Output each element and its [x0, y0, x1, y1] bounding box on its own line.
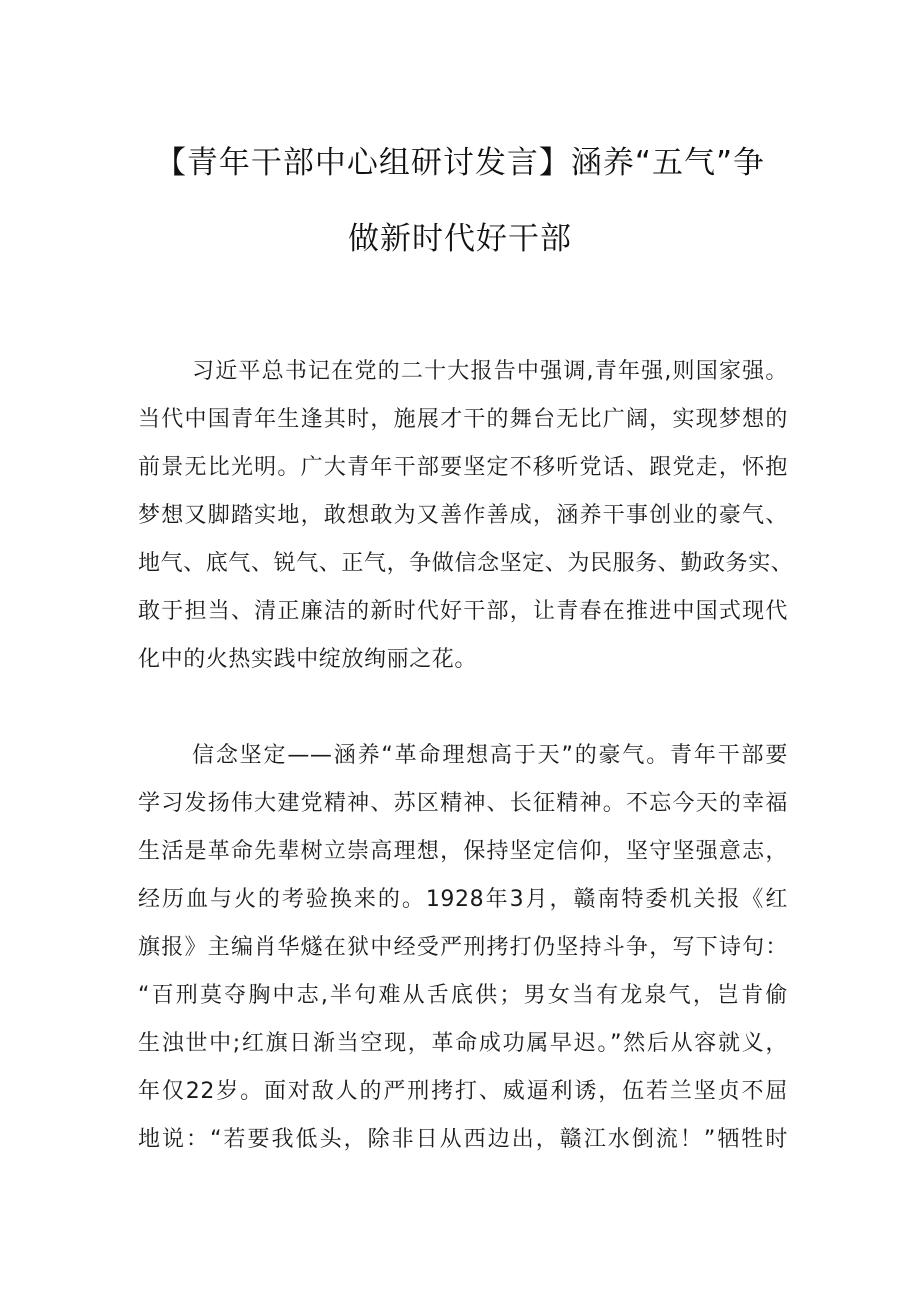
document-title-line-2: 做新时代好干部 [348, 221, 572, 257]
paragraph-2-line-7: 生浊世中;红旗日渐当空现，革命成功属早迟。”然后从容就义， [138, 1031, 788, 1056]
paragraph-1-line-2: 当代中国青年生逢其时，施展才干的舞台无比广阔，实现梦想的 [138, 407, 788, 432]
paragraph-1-line-6: 敢于担当、清正廉洁的新时代好干部，让青春在推进中国式现代 [138, 599, 788, 624]
paragraph-2-line-5: 旗报》主编肖华燧在狱中经受严刑拷打仍坚持斗争，写下诗句： [138, 935, 788, 960]
paragraph-1-line-5: 地气、底气、锐气、正气，争做信念坚定、为民服务、勤政务实、 [138, 551, 794, 576]
document-title-line-1: 【青年干部中心组研讨发言】涵养“五气”争 [154, 145, 766, 181]
paragraph-2-line-4: 经历血与火的考验换来的。1928年3月，赣南特委机关报《红 [138, 887, 788, 912]
paragraph-1-line-1: 习近平总书记在党的二十大报告中强调,青年强,则国家强。 [192, 359, 788, 384]
paragraph-2-line-3: 生活是革命先辈树立崇高理想，保持坚定信仰，坚守坚强意志， [138, 839, 788, 864]
paragraph-1-line-3: 前景无比光明。广大青年干部要坚定不移听党话、跟党走，怀抱 [138, 455, 788, 480]
paragraph-2-line-8: 年仅22岁。面对敌人的严刑拷打、威逼利诱，伍若兰坚贞不屈 [138, 1079, 788, 1104]
paragraph-1-line-4: 梦想又脚踏实地，敢想敢为又善作善成，涵养干事创业的豪气、 [138, 503, 788, 528]
paragraph-2-line-6: “百刑莫夺胸中志,半句难从舌底供；男女当有龙泉气，岂肯偷 [138, 983, 788, 1008]
paragraph-2-line-9: 地说：“若要我低头，除非日从西边出，赣江水倒流！”牺牲时 [138, 1127, 788, 1152]
paragraph-2-line-2: 学习发扬伟大建党精神、苏区精神、长征精神。不忘今天的幸福 [138, 791, 788, 816]
paragraph-2-line-1: 信念坚定——涵养“革命理想高于天”的豪气。青年干部要 [192, 743, 788, 768]
paragraph-1-line-7: 化中的火热实践中绽放绚丽之花。 [138, 647, 478, 672]
